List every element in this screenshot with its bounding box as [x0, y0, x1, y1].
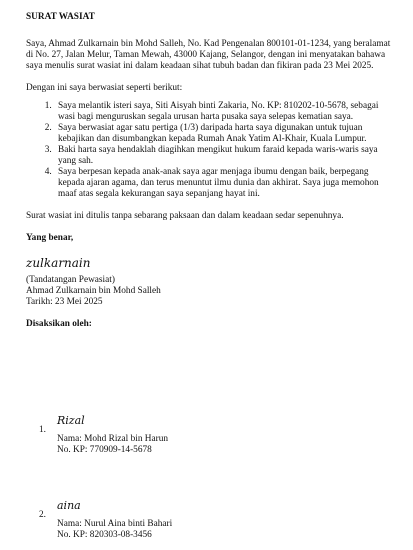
- witness-name: Nama: Nurul Aina binti Bahari: [57, 519, 173, 529]
- intro-paragraph: Saya, Ahmad Zulkarnain bin Mohd Salleh, No. Kad Pengenalan 800101-01-1234, yang beralamat di No. 27, Jalan Melur, Taman Mewah, 43000 Kajang, Selangor, dengan ini menyatakan bahawa saya menulis surat wasiat ini dalam keadaan sihat tubuh badan dan fikiran pada 23 Mei 2025.: [26, 39, 391, 71]
- wish-item: 1. Saya melantik isteri saya, Siti Aisyah binti Zakaria, No. KP: 810202-10-5678, sebagai wasi bagi menguruskan segala urusan harta pusaka saya selepas kematian saya.: [54, 101, 396, 123]
- lead-paragraph: Dengan ini saya berwasiat seperti berikut:: [26, 83, 183, 93]
- testator-date: Tarikh: 23 Mei 2025: [26, 297, 103, 307]
- testator-signature: zulkarnain: [26, 256, 91, 270]
- wish-item: 4. Saya berpesan kepada anak-anak saya agar menjaga ibumu dengan baik, berpegang kepada ajaran agama, dan terus menuntut ilmu dunia dan akhirat. Saya juga memohon maaf atas segala kekurangan saya sepanjang hayat ini.: [54, 167, 396, 200]
- will-document: [26, 12, 396, 540]
- signature-caption: (Tandatangan Pewasiat): [26, 275, 115, 285]
- signoff: Yang benar,: [26, 233, 74, 243]
- witness-details: [57, 434, 168, 456]
- testator-signature-block: [26, 254, 396, 308]
- witness-heading: Disaksikan oleh:: [26, 319, 92, 329]
- testator-name: Ahmad Zulkarnain bin Mohd Salleh: [26, 286, 161, 296]
- witness-ic: No. KP: 820303-08-3456: [57, 530, 152, 540]
- wish-item: 2. Saya berwasiat agar satu pertiga (1/3) daripada harta saya digunakan untuk tujuan kebajikan dan disumbangkan kepada Rumah Anak Yatim Al-Khair, Kuala Lumpur.: [54, 123, 396, 145]
- wish-item: 3. Baki harta saya hendaklah diagihkan mengikut hukum faraid kepada waris-waris saya yang sah.: [54, 145, 396, 167]
- witness-ic: No. KP: 770909-14-5678: [57, 445, 152, 455]
- wish-list: [26, 101, 396, 200]
- witness-signature: aina: [57, 499, 81, 512]
- witness-name: Nama: Mohd Rizal bin Harun: [57, 434, 169, 444]
- witness-number: 2.: [39, 510, 46, 520]
- witness-signature: Rizal: [57, 414, 85, 427]
- document-title: SURAT WASIAT: [26, 12, 95, 22]
- witness-number: 1.: [39, 425, 46, 435]
- closing-paragraph: Surat wasiat ini ditulis tanpa sebarang paksaan dan dalam keadaan sedar sepenuhnya.: [26, 211, 344, 221]
- witness-details: [57, 519, 172, 541]
